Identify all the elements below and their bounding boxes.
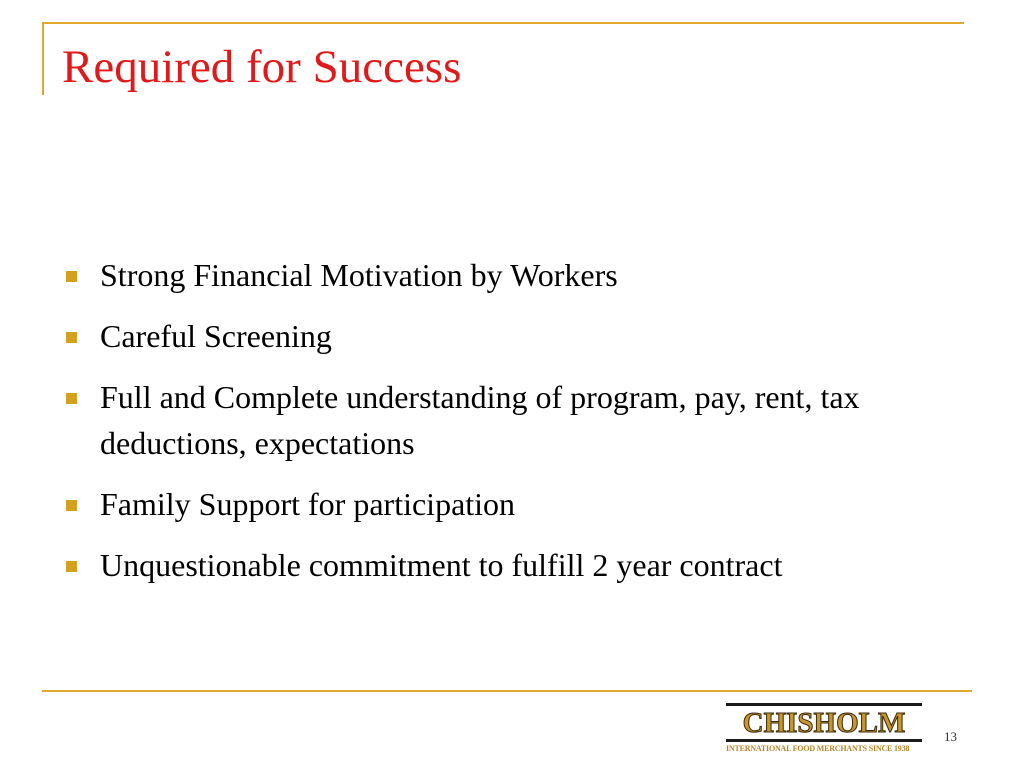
logo-bottom-rule <box>726 739 922 742</box>
square-bullet-icon <box>66 561 77 572</box>
slide-title: Required for Success <box>62 41 462 93</box>
bullet-item <box>64 313 924 359</box>
square-bullet-icon <box>66 393 77 404</box>
bullet-text: Careful Screening <box>100 318 332 354</box>
square-bullet-icon <box>66 500 77 511</box>
square-bullet-icon <box>66 332 77 343</box>
frame-left-line <box>42 22 44 95</box>
chisholm-logo <box>726 703 934 759</box>
frame-bottom-line <box>42 690 972 692</box>
logo-name: CHISHOLM <box>742 707 906 739</box>
square-bullet-icon <box>66 271 77 282</box>
bullet-item <box>64 481 924 527</box>
bullet-item <box>64 542 924 588</box>
logo-top-rule <box>726 703 922 706</box>
frame-top-line <box>42 22 964 24</box>
bullet-text: Unquestionable commitment to fulfill 2 year contract <box>100 547 783 583</box>
bullet-item <box>64 374 924 466</box>
logo-tagline: INTERNATIONAL FOOD MERCHANTS SINCE 1938 <box>726 744 910 753</box>
bullet-text: Family Support for participation <box>100 486 516 522</box>
bullet-item <box>64 252 924 298</box>
page-number: 13 <box>944 729 957 744</box>
bullet-text: Full and Complete understanding of program, pay, rent, tax deductions, expectations <box>100 379 860 461</box>
bullet-text: Strong Financial Motivation by Workers <box>100 257 618 293</box>
bullet-list <box>64 252 924 603</box>
